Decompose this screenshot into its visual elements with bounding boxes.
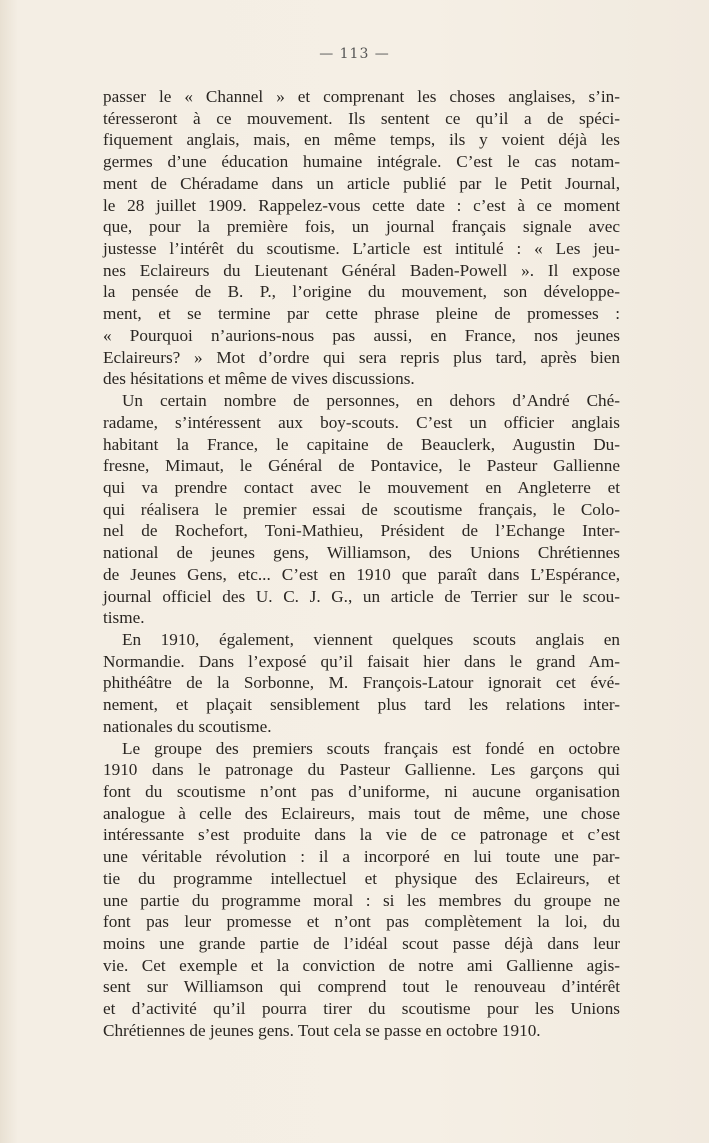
- text-line: phithéâtre de la Sorbonne, M. François-Latour ignorait cet évé-: [103, 673, 620, 693]
- body-text: [103, 86, 620, 1042]
- text-line: En 1910, également, viennent quelques scouts anglais en: [122, 629, 620, 649]
- text-line: ment, et se termine par cette phrase pleine de promesses :: [103, 304, 620, 324]
- text-line: radame, s’intéressent aux boy-scouts. C’est un officier anglais: [103, 412, 620, 432]
- text-line: passer le « Channel » et comprenant les choses anglaises, s’in-: [103, 87, 620, 106]
- text-line: la pensée de B. P., l’origine du mouvement, son développe-: [103, 282, 620, 302]
- text-line: font pas leur promesse et n’ont pas complètement la loi, du: [103, 912, 620, 932]
- text-line: une partie du programme moral : si les membres du groupe ne: [103, 890, 620, 910]
- text-line: sent sur Williamson qui comprend tout le renouveau d’intérêt: [103, 977, 620, 997]
- text-line: fiquement anglais, mais, en même temps, ils y voient déjà les: [103, 130, 620, 150]
- text-line: tisme.: [103, 608, 145, 628]
- text-line: « Pourquoi n’aurions-nous pas aussi, en France, nos jeunes: [103, 325, 620, 345]
- text-line: des hésitations et même de vives discussions.: [103, 369, 415, 389]
- text-line: moins une grande partie de l’idéal scout passe déjà dans leur: [103, 934, 620, 954]
- text-line: nement, et plaçait sensiblement plus tard les relations inter-: [103, 695, 620, 715]
- text-line: téresseront à ce mouvement. Ils sentent ce qu’il a de spéci-: [103, 108, 620, 128]
- text-line: et d’activité qu’il pourra tirer du scoutisme pour les Unions: [103, 999, 620, 1019]
- text-line: 1910 dans le patronage du Pasteur Gallienne. Les garçons qui: [103, 760, 620, 780]
- text-line: fresne, Mimaut, le Général de Pontavice, le Pasteur Gallienne: [103, 456, 620, 476]
- text-line: Un certain nombre de personnes, en dehors d’André Ché-: [122, 391, 620, 411]
- text-line: que, pour la première fois, un journal français signale avec: [103, 217, 620, 237]
- text-line: Chrétiennes de jeunes gens. Tout cela se passe en octobre 1910.: [103, 1020, 541, 1040]
- text-line: intéressante s’est produite dans la vie de ce patronage et c’est: [103, 825, 620, 845]
- text-line: journal officiel des U. C. J. G., un article de Terrier sur le scou-: [103, 586, 620, 606]
- text-line: germes d’une éducation humaine intégrale. C’est le cas notam-: [103, 152, 620, 172]
- text-line: font du scoutisme n’ont pas d’uniforme, ni aucune organisation: [103, 782, 620, 801]
- text-line: le 28 juillet 1909. Rappelez-vous cette date : c’est à ce moment: [103, 195, 620, 215]
- text-line: de Jeunes Gens, etc... C’est en 1910 que paraît dans L’Espérance,: [103, 564, 620, 584]
- text-line: tie du programme intellectuel et physique des Eclaireurs, et: [103, 868, 620, 888]
- text-line: Eclaireurs? » Mot d’ordre qui sera repris plus tard, après bien: [103, 347, 620, 367]
- text-line: ment de Chéradame dans un article publié par le Petit Journal,: [103, 173, 620, 193]
- text-line: analogue à celle des Eclaireurs, mais tout de même, une chose: [103, 803, 620, 823]
- text-line: nes Eclaireurs du Lieutenant Général Baden-Powell ». Il expose: [103, 260, 620, 280]
- text-line: qui réalisera le premier essai de scoutisme français, le Colo-: [103, 499, 620, 519]
- text-line: national de jeunes gens, Williamson, des Unions Chrétiennes: [103, 543, 620, 563]
- text-line: vie. Cet exemple et la conviction de notre ami Gallienne agis-: [103, 955, 620, 975]
- text-line: habitant la France, le capitaine de Beauclerk, Augustin Du-: [103, 434, 620, 454]
- text-line: Normandie. Dans l’exposé qu’il faisait hier dans le grand Am-: [103, 651, 620, 671]
- text-line: Le groupe des premiers scouts français est fondé en octobre: [122, 738, 620, 758]
- text-line: justesse l’intérêt du scoutisme. L’article est intitulé : « Les jeu-: [103, 239, 620, 259]
- page-number: — 113 —: [319, 46, 390, 62]
- text-line: nationales du scoutisme.: [103, 716, 272, 736]
- text-line: une véritable révolution : il a incorporé en lui toute une par-: [103, 847, 620, 867]
- text-line: nel de Rochefort, Toni-Mathieu, Président de l’Echange Inter-: [103, 521, 620, 541]
- text-line: qui va prendre contact avec le mouvement en Angleterre et: [103, 477, 620, 497]
